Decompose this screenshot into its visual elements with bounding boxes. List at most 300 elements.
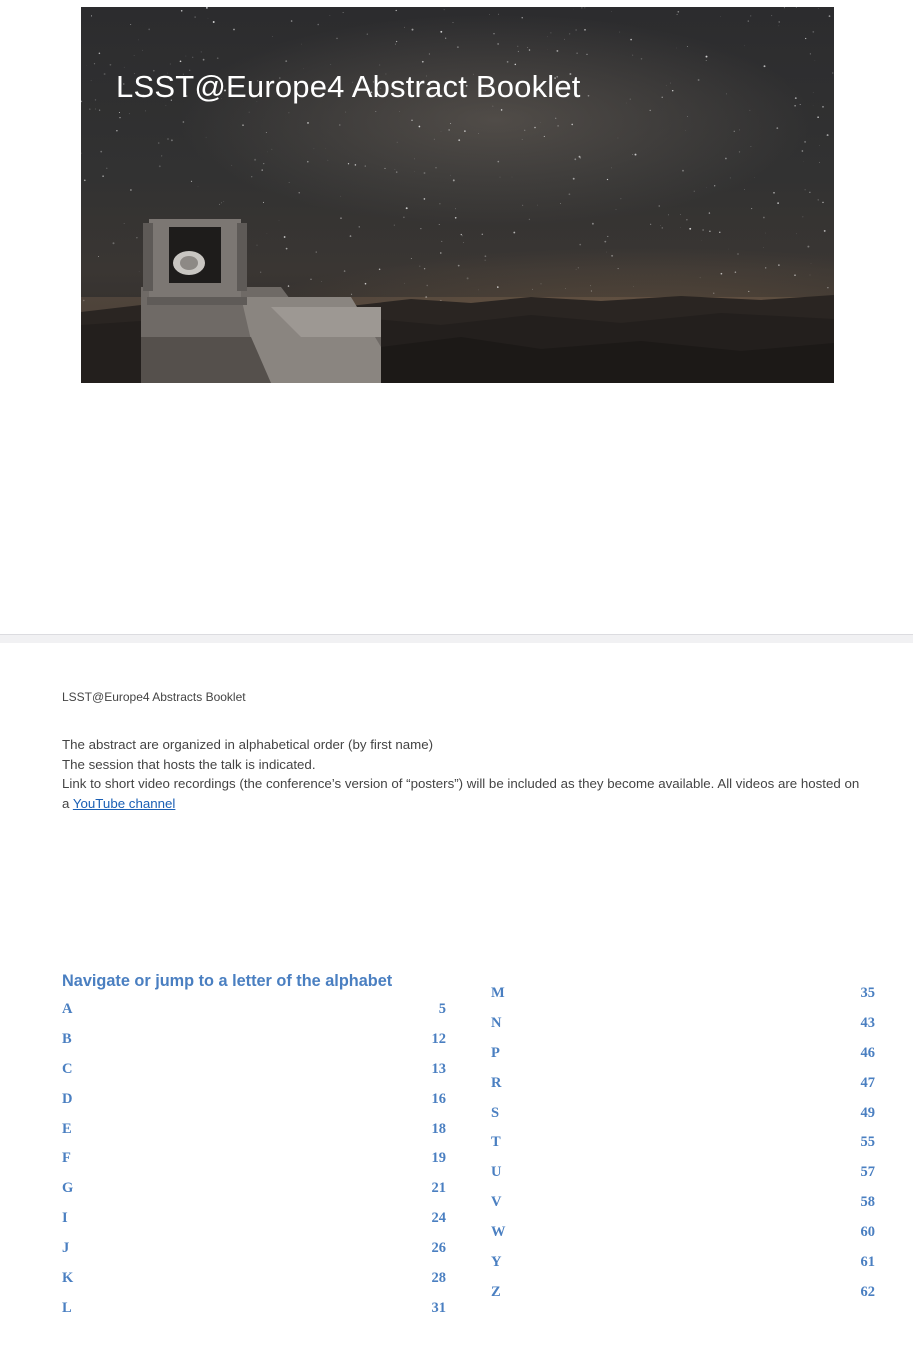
toc-page-number[interactable]: 16 [431, 1090, 446, 1107]
star [620, 198, 621, 199]
star [110, 64, 112, 66]
star [620, 32, 621, 33]
star [498, 14, 499, 15]
star [618, 268, 619, 269]
star [100, 151, 102, 153]
star [95, 99, 96, 100]
star [180, 60, 182, 62]
star [765, 267, 766, 268]
toc-entry-p[interactable] [491, 1044, 875, 1074]
star [261, 169, 262, 170]
star [257, 245, 258, 246]
star [263, 202, 264, 203]
star [778, 264, 780, 266]
star [560, 203, 561, 204]
star [441, 241, 442, 242]
toc-letter[interactable]: G [62, 1180, 74, 1197]
star [501, 109, 503, 111]
toc-page-number[interactable]: 5 [438, 1001, 446, 1017]
star [343, 12, 344, 13]
toc-page-number[interactable]: 60 [860, 1224, 875, 1241]
toc-entry-a[interactable] [62, 1000, 446, 1030]
star [616, 209, 617, 210]
star [522, 139, 523, 140]
star [181, 10, 183, 12]
star [662, 227, 664, 229]
star [419, 126, 421, 128]
star [709, 230, 711, 232]
toc-entry-f[interactable] [62, 1149, 446, 1179]
star [267, 233, 268, 234]
star [307, 161, 309, 163]
star [365, 283, 367, 285]
toc-letter[interactable]: L [62, 1299, 72, 1316]
star [702, 229, 703, 230]
star [632, 55, 633, 56]
star [399, 111, 400, 112]
star [805, 189, 806, 190]
star [457, 46, 459, 48]
toc-letter[interactable]: F [62, 1150, 71, 1167]
star [812, 31, 814, 33]
star [170, 64, 171, 65]
star [158, 142, 160, 144]
star [524, 130, 525, 131]
star [586, 54, 587, 55]
star [279, 220, 280, 221]
star [632, 154, 633, 155]
star [138, 40, 139, 41]
star [458, 265, 460, 267]
star [578, 268, 579, 269]
star [316, 252, 317, 253]
star [592, 223, 594, 225]
toc-letter[interactable]: J [62, 1240, 70, 1257]
star [89, 108, 91, 110]
toc-page-number[interactable]: 35 [860, 985, 875, 1001]
youtube-channel-link[interactable]: YouTube channel [72, 795, 176, 811]
toc-letter[interactable]: Z [491, 1283, 501, 1300]
star [569, 193, 571, 195]
star [379, 269, 381, 271]
toc-page-number[interactable]: 12 [431, 1030, 446, 1047]
star [698, 79, 700, 81]
star [254, 159, 256, 161]
star [824, 230, 826, 232]
star [414, 159, 415, 160]
star [139, 271, 140, 272]
star [706, 60, 707, 61]
star [497, 286, 499, 288]
star [750, 110, 751, 111]
star [584, 29, 585, 30]
star [260, 272, 261, 273]
toc-left-column [62, 1000, 446, 1329]
star [148, 29, 150, 31]
toc-entry-v[interactable] [491, 1193, 875, 1223]
toc-letter[interactable]: W [491, 1224, 506, 1241]
star [307, 122, 309, 124]
star [119, 117, 120, 118]
toc-letter[interactable]: U [491, 1164, 502, 1181]
toc-entry-b[interactable] [62, 1030, 446, 1060]
toc-entry-u[interactable] [491, 1163, 875, 1193]
running-title: LSST@Europe4 Abstracts Booklet [62, 690, 246, 704]
night-sky-telescope-illustration [81, 7, 834, 383]
toc-entry-d[interactable] [62, 1090, 446, 1120]
star [784, 7, 785, 8]
toc-page-number[interactable]: 26 [431, 1240, 446, 1257]
intro-line: The session that hosts the talk is indicated. [62, 756, 316, 772]
toc-entry-c[interactable] [62, 1060, 446, 1090]
star [507, 61, 509, 63]
star [424, 268, 425, 269]
toc-entry-g[interactable] [62, 1179, 446, 1209]
star [564, 39, 565, 40]
star [321, 281, 322, 282]
star [440, 252, 441, 253]
star [585, 8, 586, 9]
star [576, 52, 577, 53]
toc-letter[interactable]: N [491, 1014, 502, 1031]
star [106, 168, 107, 169]
star [396, 171, 397, 172]
star [458, 139, 460, 141]
star [700, 277, 701, 278]
star [557, 125, 559, 127]
star [822, 106, 824, 108]
star [493, 106, 494, 107]
star [607, 236, 608, 237]
star [532, 289, 533, 290]
star [395, 169, 396, 170]
star [779, 21, 780, 22]
star [773, 192, 775, 194]
star [803, 217, 804, 218]
toc-page-number[interactable]: 24 [431, 1210, 446, 1227]
star [242, 124, 244, 126]
star [288, 112, 289, 113]
star [827, 134, 829, 136]
star [694, 191, 695, 192]
star [404, 27, 405, 28]
star [426, 285, 427, 286]
toc-letter[interactable]: B [62, 1030, 72, 1047]
star [136, 237, 137, 238]
toc-entry-k[interactable] [62, 1269, 446, 1299]
toc-entry-s[interactable] [491, 1104, 875, 1134]
star [84, 179, 86, 181]
star [754, 177, 755, 178]
star [449, 129, 450, 130]
star [604, 241, 606, 243]
star [213, 21, 215, 23]
star [513, 232, 515, 234]
star [763, 217, 765, 219]
star [818, 8, 819, 9]
star [420, 228, 421, 229]
cover-image [81, 7, 834, 383]
star [737, 253, 738, 254]
star [467, 277, 469, 279]
star [750, 15, 751, 16]
star [330, 15, 331, 16]
star [807, 246, 809, 248]
star [263, 163, 264, 164]
toc-page-number[interactable]: 31 [431, 1299, 446, 1316]
intro-page [0, 643, 913, 1350]
star [478, 133, 479, 134]
star [497, 161, 499, 163]
star [677, 14, 678, 15]
star [231, 165, 232, 166]
toc-letter[interactable]: T [491, 1134, 501, 1151]
star [289, 182, 290, 183]
toc-page-number[interactable]: 57 [860, 1164, 875, 1181]
star [739, 130, 740, 131]
toc-letter[interactable]: V [491, 1194, 502, 1211]
star [266, 132, 267, 133]
toc-entry-l[interactable] [62, 1299, 446, 1329]
star [455, 208, 456, 209]
toc-page-number[interactable]: 19 [431, 1150, 446, 1167]
star [340, 217, 341, 218]
star [739, 151, 740, 152]
star [411, 258, 412, 259]
star [713, 293, 714, 294]
star [659, 205, 660, 206]
toc-entry-m[interactable] [491, 984, 875, 1014]
star [635, 154, 637, 156]
star [367, 33, 368, 34]
star [98, 256, 99, 257]
toc-letter[interactable]: R [491, 1074, 502, 1091]
toc-entry-r[interactable] [491, 1074, 875, 1104]
star [317, 24, 319, 26]
toc-letter[interactable]: S [491, 1104, 500, 1121]
star [730, 177, 731, 178]
star [764, 65, 766, 67]
toc-page-number[interactable]: 62 [860, 1283, 875, 1300]
star [725, 158, 727, 160]
star [351, 294, 352, 295]
star [815, 60, 816, 61]
star [748, 20, 749, 21]
star [203, 59, 205, 61]
star [804, 141, 806, 143]
star [682, 170, 684, 172]
star [221, 203, 222, 204]
star [719, 232, 720, 233]
toc-page-number[interactable]: 49 [860, 1104, 875, 1121]
star [630, 39, 632, 41]
star [344, 270, 346, 272]
star [206, 137, 207, 138]
toc-letter[interactable]: K [62, 1270, 74, 1287]
star [500, 177, 501, 178]
star [183, 121, 185, 123]
toc-letter[interactable]: Y [491, 1254, 502, 1271]
star [666, 85, 667, 86]
intro-line-text: Link to short video recordings (the conference’s version of “posters”) will be included as they become available. All videos are hosted on a [62, 776, 860, 811]
toc-page-number[interactable]: 61 [860, 1254, 875, 1271]
star [102, 175, 104, 177]
toc-page-number[interactable]: 46 [860, 1044, 875, 1061]
toc-letter[interactable]: P [491, 1044, 500, 1061]
star [668, 215, 669, 216]
star [301, 44, 302, 45]
star [649, 110, 650, 111]
star [726, 94, 727, 95]
star [192, 57, 193, 58]
toc-entry-z[interactable] [491, 1283, 875, 1313]
star [802, 150, 804, 152]
star [206, 7, 208, 9]
intro-line [62, 774, 862, 813]
toc-page-number[interactable]: 21 [431, 1180, 446, 1197]
star [166, 105, 167, 106]
star [686, 219, 687, 220]
star [462, 235, 463, 236]
star [714, 185, 715, 186]
star [515, 64, 517, 66]
star [359, 226, 360, 227]
star [350, 235, 352, 237]
star [233, 29, 235, 31]
toc-entry-t[interactable] [491, 1133, 875, 1163]
star [822, 202, 823, 203]
star [134, 55, 135, 56]
star [540, 122, 541, 123]
toc-entry-i[interactable] [62, 1209, 446, 1239]
toc-letter[interactable]: E [62, 1120, 72, 1137]
star [813, 92, 814, 93]
star [91, 80, 92, 81]
toc-letter[interactable]: C [62, 1060, 73, 1077]
star [91, 15, 92, 16]
star [829, 15, 831, 17]
star [440, 31, 442, 33]
toc-letter[interactable]: M [491, 985, 505, 1001]
toc-entry-w[interactable] [491, 1223, 875, 1253]
star [113, 242, 115, 244]
star [463, 242, 464, 243]
star [397, 142, 398, 143]
star [299, 192, 300, 193]
star [493, 33, 494, 34]
star [580, 157, 581, 158]
star [706, 56, 708, 58]
star [439, 203, 440, 204]
star [748, 291, 749, 292]
star [670, 83, 671, 84]
star [444, 9, 445, 10]
star [819, 162, 820, 163]
star [809, 192, 810, 193]
star [676, 48, 677, 49]
toc-entry-y[interactable] [491, 1253, 875, 1283]
star [396, 41, 397, 42]
star [272, 36, 273, 37]
star [419, 266, 420, 267]
star [771, 15, 772, 16]
toc-letter[interactable]: A [62, 1001, 73, 1017]
star [291, 20, 293, 22]
star [547, 37, 548, 38]
star [689, 228, 691, 230]
toc-page-number[interactable]: 58 [860, 1194, 875, 1211]
star [518, 51, 519, 52]
toc-page-number[interactable]: 18 [431, 1120, 446, 1137]
toc-letter[interactable]: D [62, 1090, 73, 1107]
star [489, 14, 490, 15]
star [672, 90, 673, 91]
star [751, 208, 752, 209]
toc-entry-n[interactable] [491, 1014, 875, 1044]
star [576, 269, 577, 270]
star [396, 10, 397, 11]
star [171, 139, 173, 141]
toc-letter[interactable]: I [62, 1210, 68, 1227]
toc-page-number[interactable]: 13 [431, 1060, 446, 1077]
star [331, 64, 332, 65]
star [195, 17, 196, 18]
toc-page-number[interactable]: 55 [860, 1134, 875, 1151]
star [336, 38, 338, 40]
page-divider [0, 634, 913, 643]
star [219, 204, 220, 205]
toc-page-number[interactable]: 28 [431, 1270, 446, 1287]
star [412, 29, 414, 31]
star [573, 178, 575, 180]
star [251, 176, 252, 177]
star [424, 198, 426, 200]
star [805, 38, 806, 39]
star [796, 7, 797, 8]
star [348, 163, 349, 164]
star [159, 165, 161, 167]
toc-entry-j[interactable] [62, 1239, 446, 1269]
star [439, 224, 440, 225]
star [286, 248, 288, 250]
star [99, 53, 101, 55]
star [611, 11, 612, 12]
star [687, 46, 688, 47]
star [445, 38, 446, 39]
toc-right-column [491, 984, 875, 1313]
star [630, 99, 631, 100]
toc-page-number[interactable]: 47 [860, 1074, 875, 1091]
star [750, 146, 751, 147]
star [355, 164, 357, 166]
star [284, 236, 286, 238]
star [267, 152, 268, 153]
star [550, 32, 551, 33]
star [395, 44, 396, 45]
star [617, 138, 618, 139]
star [662, 97, 663, 98]
star [145, 111, 146, 112]
star [650, 224, 651, 225]
star [735, 271, 737, 273]
toc-page-number[interactable]: 43 [860, 1014, 875, 1031]
toc-entry-e[interactable] [62, 1120, 446, 1150]
star [728, 249, 729, 250]
star [571, 124, 573, 126]
star [794, 105, 796, 107]
star [404, 283, 405, 284]
star [339, 124, 340, 125]
